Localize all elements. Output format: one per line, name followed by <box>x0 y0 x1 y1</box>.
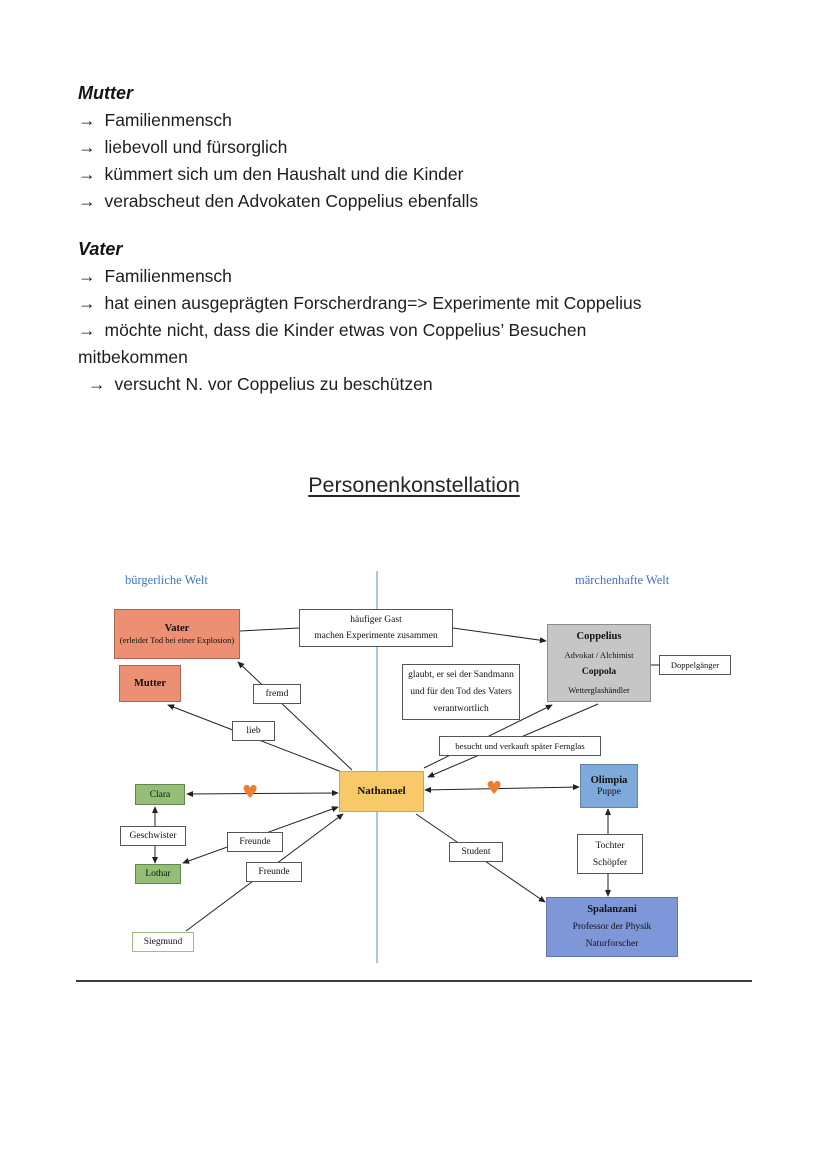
edge-label-text: und für den Tod des Vaters <box>410 686 512 697</box>
edge-label-freunde-2 <box>246 862 302 882</box>
edge-label-text: Freunde <box>258 867 290 877</box>
note-item <box>78 290 698 317</box>
personenkonstellation-diagram <box>0 565 828 977</box>
node-name: Coppola <box>581 666 617 677</box>
note-item-text: Familienmensch <box>104 110 232 130</box>
note-item <box>78 371 698 398</box>
note-item-text: versucht N. vor Coppelius zu beschützen <box>114 374 433 394</box>
arrow-bullet-icon: → <box>78 293 96 313</box>
note-item-text: verabscheut den Advokaten Coppelius ebenfalls <box>104 191 479 211</box>
page-title: Personenkonstellation <box>308 473 520 497</box>
edge-label-text: häufiger Gast <box>350 615 402 625</box>
note-item <box>78 107 698 134</box>
node-name: Vater <box>164 623 190 635</box>
edge-label-text: Schöpfer <box>592 857 628 868</box>
diagram-node-mutter <box>119 665 181 702</box>
edge-label-text: Geschwister <box>129 831 177 841</box>
node-name: Mutter <box>133 677 167 689</box>
node-name: Coppelius <box>576 631 622 643</box>
edge-label-text: glaubt, er sei der Sandmann <box>408 670 514 681</box>
heart-icon: ♥ <box>486 778 503 799</box>
heart-icon: ♥ <box>242 782 259 803</box>
diagram-node-vater <box>114 609 240 659</box>
edge-label-lieb <box>232 721 275 741</box>
node-subtitle: Wetterglashändler <box>568 685 630 696</box>
note-item <box>78 161 698 188</box>
note-item <box>78 317 698 371</box>
note-item-text: möchte nicht, dass die Kinder etwas von Coppelius’ Besuchen mitbekommen <box>78 320 587 367</box>
node-subtitle: (erleidet Tod bei einer Explosion) <box>119 635 235 646</box>
edge-label-tochter-schoepfer <box>577 834 643 874</box>
page-bottom-divider <box>76 980 752 982</box>
edge-label-besucht <box>439 736 601 756</box>
diagram-node-glaubt <box>402 664 520 720</box>
diagram-node-lothar <box>135 864 181 884</box>
arrow-bullet-icon: → <box>78 191 96 211</box>
node-subtitle: Professor der Physik <box>572 921 652 932</box>
arrow-bullet-icon: → <box>88 374 106 394</box>
edge-label-text: verantwortlich <box>433 703 489 714</box>
node-name: Clara <box>149 789 171 800</box>
edge-label-text: Tochter <box>595 840 625 851</box>
diagram-node-olimpia <box>580 764 638 808</box>
node-name: Lothar <box>145 869 171 879</box>
node-name: Siegmund <box>143 937 183 947</box>
edge-label-text: fremd <box>265 689 289 699</box>
node-name: Olimpia <box>590 774 628 786</box>
note-item-text: Familienmensch <box>104 266 232 286</box>
notes-section-mutter <box>78 80 698 215</box>
node-name: Spalanzani <box>587 903 637 915</box>
arrow-bullet-icon: → <box>78 164 96 184</box>
arrow-bullet-icon: → <box>78 110 96 130</box>
note-item <box>78 263 698 290</box>
arrow-bullet-icon: → <box>78 320 96 340</box>
diagram-node-siegmund <box>132 932 194 952</box>
diagram-node-nathanael <box>339 771 424 812</box>
note-item-text: kümmert sich um den Haushalt und die Kinder <box>104 164 464 184</box>
note-item <box>78 188 698 215</box>
section-heading-vater: Vater <box>78 239 123 259</box>
edge-label-fremd <box>253 684 301 704</box>
edge-label-text: machen Experimente zusammen <box>314 631 438 641</box>
edge-label-student <box>449 842 503 862</box>
note-item <box>78 134 698 161</box>
arrow-bullet-icon: → <box>78 266 96 286</box>
edge-label-text: besucht und verkauft später Fernglas <box>455 741 585 751</box>
section-heading-mutter: Mutter <box>78 83 133 103</box>
node-subtitle: Naturforscher <box>585 939 639 950</box>
edge-label-text: Doppelgänger <box>670 660 720 670</box>
edge-label-text: Freunde <box>239 837 271 847</box>
diagram-node-doppelgaenger <box>659 655 731 675</box>
edge-label-freunde-1 <box>227 832 283 852</box>
edge-label-text: Student <box>461 847 491 857</box>
note-item-text: hat einen ausgeprägten Forscherdrang=> Experimente mit Coppelius <box>104 293 642 313</box>
node-name: Nathanael <box>357 784 406 797</box>
diagram-node-clara <box>135 784 185 805</box>
node-subtitle: Puppe <box>597 786 621 797</box>
notes-section-vater <box>78 236 698 398</box>
world-label-buergerlich: bürgerliche Welt <box>125 573 208 587</box>
world-label-maerchenhaft: märchenhafte Welt <box>575 573 670 587</box>
arrow-bullet-icon: → <box>78 137 96 157</box>
notes-block <box>78 80 698 398</box>
edge-label-text: lieb <box>246 726 261 736</box>
diagram-node-spalanzani <box>546 897 678 957</box>
note-item-text: liebevoll und fürsorglich <box>104 137 288 157</box>
diagram-node-coppelius <box>547 624 651 702</box>
edge-label-geschwister <box>120 826 186 846</box>
diagram-node-haeufiger-gast <box>299 609 453 647</box>
node-subtitle: Advokat / Alchimist <box>564 649 634 660</box>
